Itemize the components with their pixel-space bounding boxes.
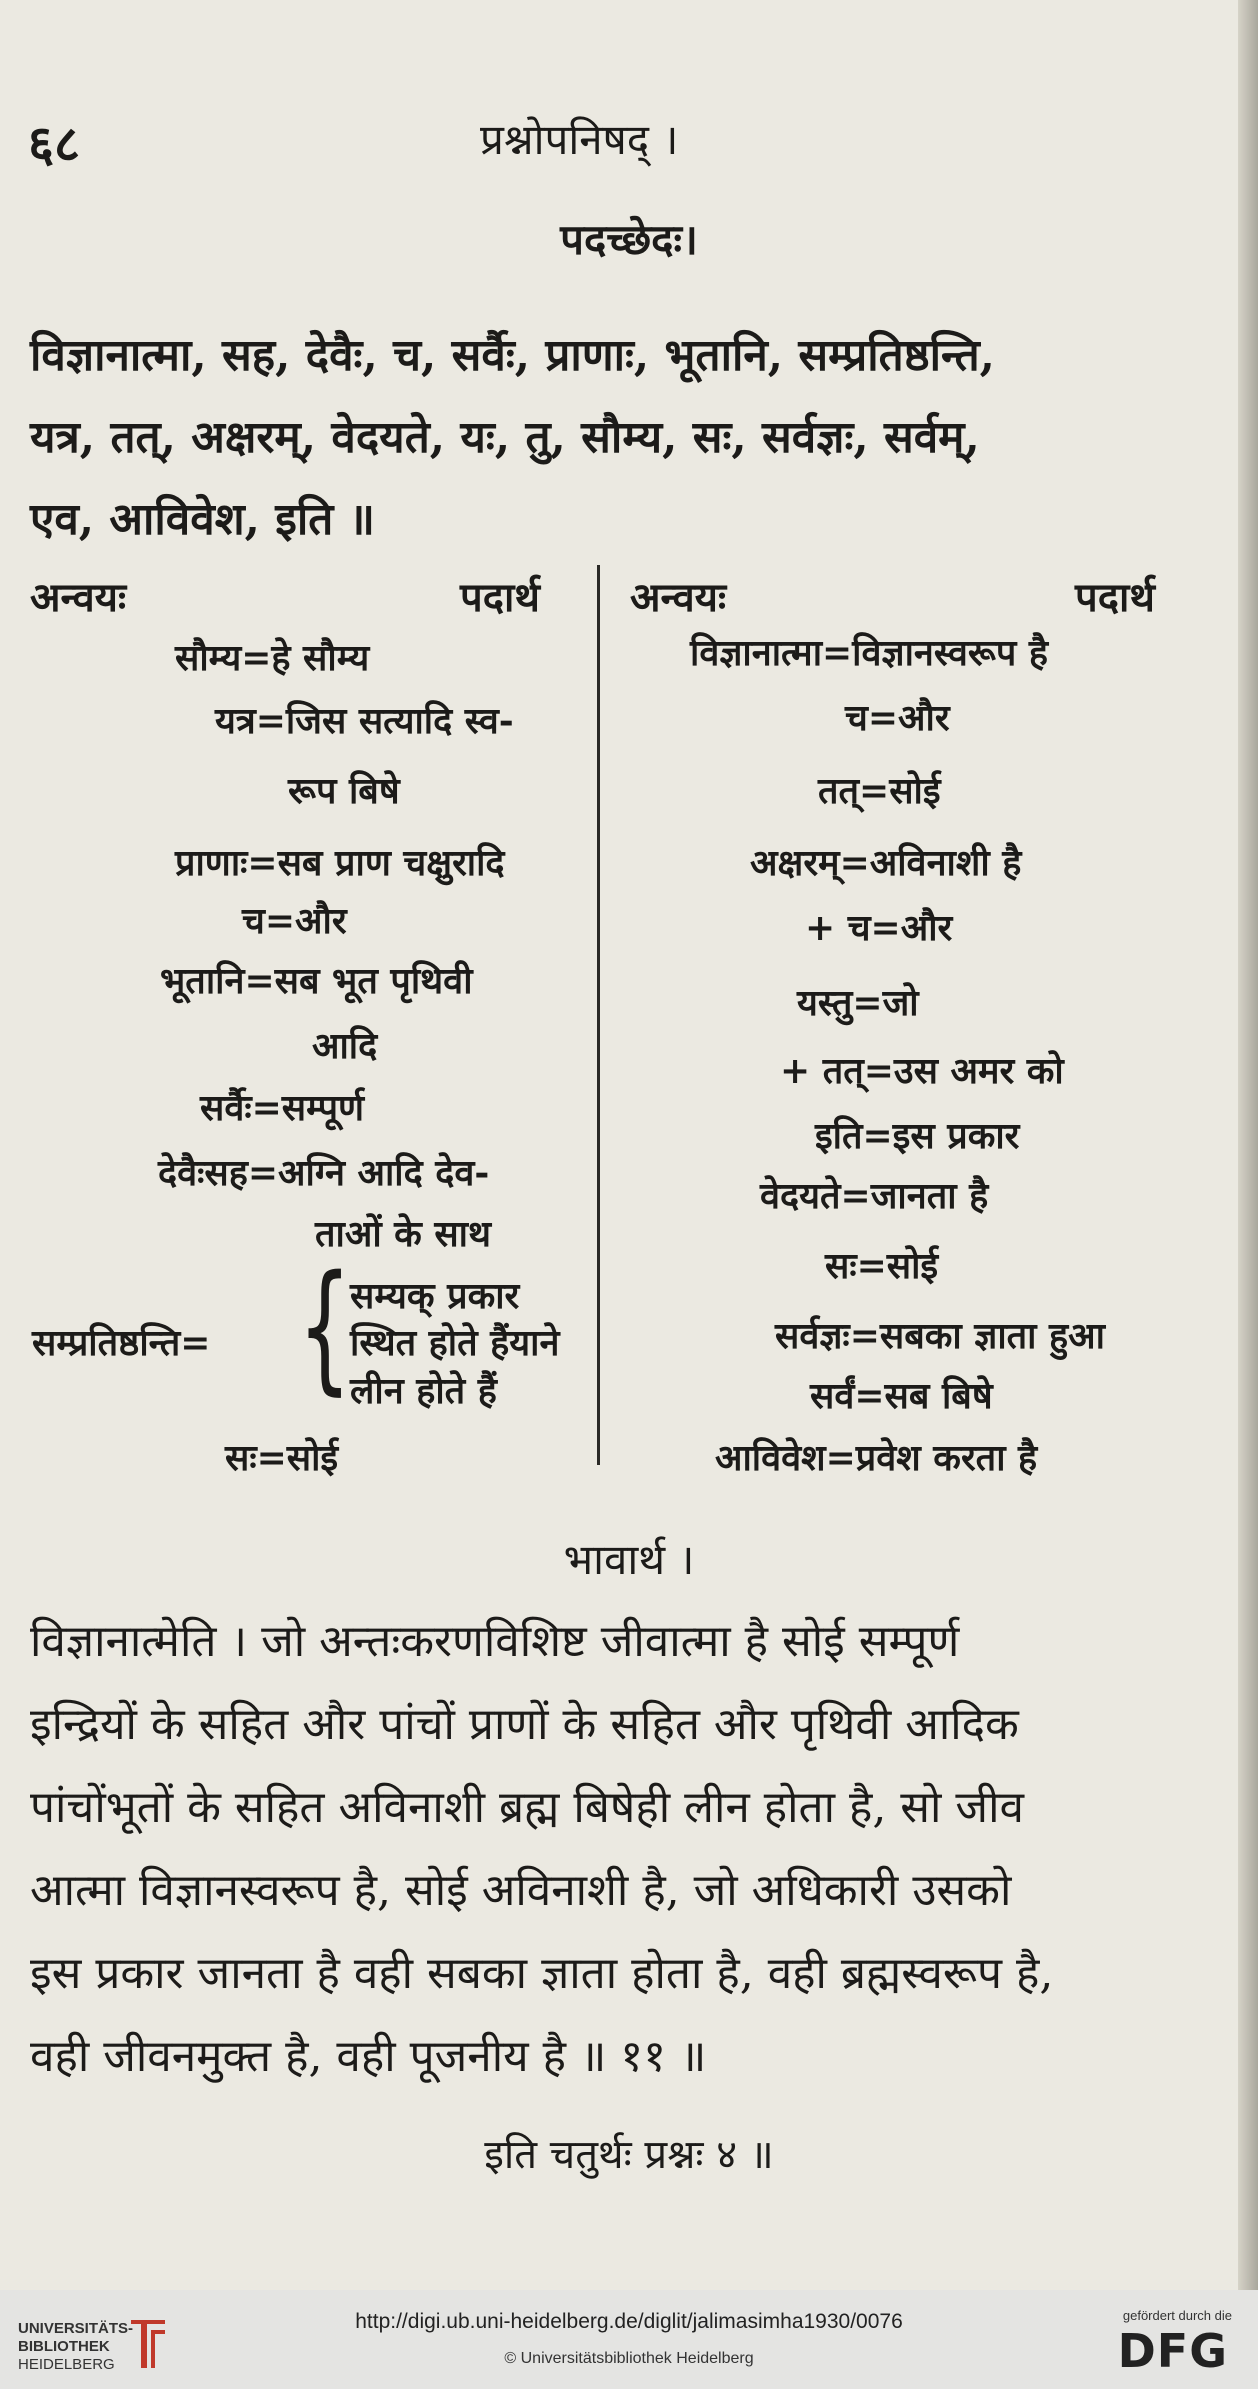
padachheda-line: यत्र, तत्, अक्षरम्, वेदयते, यः, तु, सौम्य, सः, सर्वज्ञः, सर्वम्, — [30, 412, 980, 463]
gloss-entry: सम्यक् प्रकार — [350, 1275, 520, 1317]
padachheda-line: विज्ञानात्मा, सह, देवैः, च, सर्वैः, प्राणाः, भूतानि, सम्प्रतिष्ठन्ति, — [30, 330, 995, 381]
gloss-entry: आदि — [312, 1025, 378, 1067]
gloss-entry: इति=इस प्रकार — [815, 1115, 1020, 1157]
library-name-line: HEIDELBERG — [18, 2356, 115, 2373]
funding-note: gefördert durch die — [1122, 2308, 1232, 2323]
gloss-entry: लीन होते हैं — [350, 1370, 497, 1412]
bhavartha-line: इन्द्रियों के सहित और पांचों प्राणों के सहित और पृथिवी आदिक — [30, 1699, 1019, 1750]
right-padartha-heading: पदार्थ — [1075, 574, 1155, 621]
page-number: ६८ — [28, 114, 80, 173]
gloss-entry: अक्षरम्=अविनाशी है — [750, 842, 1022, 884]
gloss-entry: च=और — [845, 697, 950, 739]
left-padartha-heading: पदार्थ — [460, 574, 540, 621]
gloss-entry: सः=सोई — [225, 1437, 339, 1479]
dfg-logo[interactable]: DFG — [1117, 2324, 1228, 2378]
gloss-entry: स्थित होते हैंयाने — [350, 1322, 560, 1364]
gloss-entry: ताओं के साथ — [315, 1213, 492, 1255]
gloss-entry: सर्वं=सब बिषे — [810, 1375, 993, 1417]
right-anvaya-heading: अन्वयः — [630, 574, 727, 621]
gloss-entry: तत्=सोई — [818, 770, 941, 812]
gloss-entry: सर्वज्ञः=सबका ज्ञाता हुआ — [775, 1315, 1105, 1357]
padachheda-line: एव, आविवेश, इति ॥ — [30, 494, 376, 545]
footer-bar — [0, 2290, 1258, 2389]
bhavartha-text — [30, 1600, 1180, 2098]
gloss-entry: भूतानि=सब भूत पृथिवी — [160, 960, 473, 1002]
page-edge — [1238, 0, 1258, 2290]
gloss-entry: रूप बिषे — [288, 770, 400, 812]
gloss-entry: सर्वैः=सम्पूर्ण — [200, 1087, 365, 1129]
gloss-entry: विज्ञानात्मा=विज्ञानस्वरूप है — [690, 632, 1048, 674]
padachheda-heading: पदच्छेदः। — [560, 215, 698, 264]
gloss-entry: प्राणाः=सब प्राण चक्षुरादि — [175, 842, 505, 884]
gloss-entry: यत्र=जिस सत्यादि स्व- — [215, 700, 514, 742]
gloss-entry: सौम्य=हे सौम्य — [175, 637, 370, 679]
bhavartha-line: वही जीवनमुक्त है, वही पूजनीय है ॥ ११ ॥ — [30, 2031, 707, 2082]
gloss-entry: यस्तु=जो — [797, 982, 919, 1024]
bhavartha-line: विज्ञानात्मेति । जो अन्तःकरणविशिष्ट जीवात्मा है सोई सम्पूर्ण — [30, 1616, 960, 1667]
gloss-entry: + तत्=उस अमर को — [780, 1050, 1064, 1092]
left-anvaya-heading: अन्वयः — [30, 574, 127, 621]
bhavartha-line: आत्मा विज्ञानस्वरूप है, सोई अविनाशी है, जो अधिकारी उसको — [30, 1865, 1012, 1916]
library-name-line: BIBLIOTHEK — [18, 2338, 110, 2355]
bhavartha-heading: भावार्थ । — [563, 1535, 695, 1584]
bhavartha-line: पांचोंभूतों के सहित अविनाशी ब्रह्म बिषेही लीन होता है, सो जीव — [30, 1782, 1024, 1833]
gloss-entry: सम्प्रतिष्ठन्ति= — [32, 1322, 211, 1364]
gloss-entry: आविवेश=प्रवेश करता है — [715, 1437, 1038, 1479]
gloss-entry: सः=सोई — [825, 1245, 939, 1287]
brace-symbol: { — [298, 1246, 352, 1409]
permalink-url[interactable]: http://digi.ub.uni-heidelberg.de/diglit/jalimasimha1930/0076 — [355, 2310, 903, 2333]
gloss-entry: वेदयते=जानता है — [760, 1175, 989, 1217]
gloss-entry: देवैःसह=अग्नि आदि देव- — [158, 1152, 490, 1194]
bhavartha-line: इस प्रकार जानता है वही सबका ज्ञाता होता है, वही ब्रह्मस्वरूप है, — [30, 1948, 1054, 1999]
chapter-colophon: इति चतुर्थः प्रश्नः ४ ॥ — [484, 2132, 774, 2178]
column-divider — [597, 565, 600, 1465]
gloss-entry: + च=और — [805, 907, 953, 949]
padachheda-text — [30, 315, 1180, 561]
library-name-line: UNIVERSITÄTS- — [18, 2320, 134, 2337]
running-head: प्रश्नोपनिषद् । — [480, 115, 679, 164]
copyright-notice: © Universitätsbibliothek Heidelberg — [504, 2350, 754, 2367]
gloss-entry: च=और — [242, 900, 347, 942]
